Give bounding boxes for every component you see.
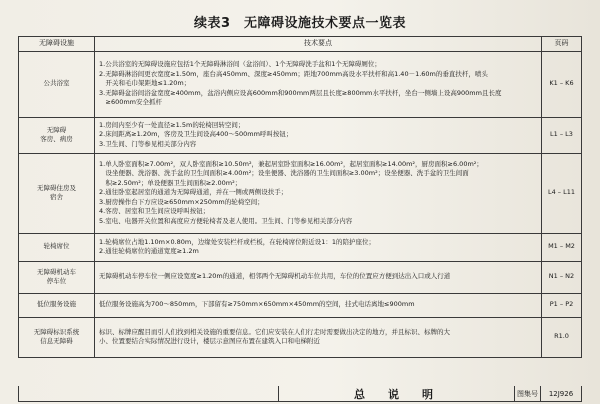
header-technical-points: 技术要点 <box>95 37 542 52</box>
facility-line: 信息无障碍 <box>40 337 73 345</box>
row-page-ref: R1.0 <box>542 317 582 357</box>
table-row <box>19 51 582 117</box>
table-row <box>19 317 582 357</box>
row-technical-points <box>95 293 542 317</box>
row-technical-points <box>95 153 542 233</box>
table-row <box>19 261 582 293</box>
point-line: 开关和毛巾架距地≤1.20m； <box>99 79 191 88</box>
point-line: 低位服务设施高为700～850mm，下部留有≥750mm×650mm×450mm的空间，挂式电话离地≤900mm <box>99 300 415 309</box>
point-line: 1.轮椅席位占地1.10m×0.80m，边缘处安装栏杆或栏板，在轮椅席位附近设1：1的陪护座位； <box>99 237 376 246</box>
title-block <box>18 386 582 402</box>
title-block-blank <box>19 386 279 401</box>
facility-line: 客房、病房 <box>40 135 73 143</box>
table-row <box>19 117 582 153</box>
row-technical-points <box>95 233 542 261</box>
facility-line: 低位服务设施 <box>37 300 76 309</box>
point-line: 3.卫生间、门等参见相关部分内容 <box>99 139 197 148</box>
point-line: ≥600mm安全抓杆 <box>99 98 163 107</box>
table-row <box>19 233 582 261</box>
row-page-ref: N1 – N2 <box>542 261 582 293</box>
point-line: 标识、标牌应醒目而引人们找到相关设施的重要信息。它们应安装在人们行走时需要做出决定的地方，并且标识、标牌的大 <box>99 327 450 336</box>
facility-line: 无障碍 <box>46 125 67 134</box>
row-facility <box>19 117 95 153</box>
table-header-row <box>19 37 582 52</box>
point-line: 小、位置要结合实际情况进行设计，楼层示意图应布置在建筑入口和电梯附近 <box>99 337 320 345</box>
row-facility <box>19 317 95 357</box>
row-facility <box>19 153 95 233</box>
row-technical-points <box>95 261 542 293</box>
facility-line: 无障碍机动车 <box>37 267 76 276</box>
facility-line: 公共浴室 <box>43 79 70 88</box>
table-title: 续表3 无障碍设施技术要点一览表 <box>193 16 407 31</box>
point-line: 设坐便器、洗浴器、洗手盆的卫生间面积≥4.00m²；设坐便器、洗浴器的卫生间面积≥3.00m²；设坐便器、洗手盆的卫生间面 <box>99 169 469 178</box>
row-page-ref: M1 – M2 <box>542 233 582 261</box>
point-line: 无障碍机动车停车位一侧应设宽度≥1.20m的通道，相邻两个无障碍机动车位共用，车位的位置应方便到达出入口或人行道 <box>99 272 451 281</box>
facility-line: 轮椅席位 <box>43 242 70 251</box>
row-facility <box>19 261 95 293</box>
facility-line: 停车位 <box>46 277 67 285</box>
table-row <box>19 293 582 317</box>
title-block-doc-title: 总 说 明 <box>279 386 515 401</box>
point-line: 4.客房、居室和卫生间应设呼叫按钮； <box>99 207 210 216</box>
point-line: 2.无障碍淋浴间更衣宽度≥1.50m，座台高450mm、深度≥450mm；距地700mm高设水平扶杆和高1.40－1.60m的垂直扶杆，喷头 <box>99 69 488 78</box>
row-facility <box>19 233 95 261</box>
point-line: 2.床间距离≥1.20m，客房及卫生间设高400～500mm呼叫按钮； <box>99 130 293 139</box>
header-page: 页码 <box>542 37 582 52</box>
row-facility <box>19 51 95 117</box>
row-technical-points <box>95 117 542 153</box>
row-page-ref: K1 – K6 <box>542 51 582 117</box>
point-line: 积≥2.50m²；单设便器卫生间面积≥2.00m²； <box>99 178 242 187</box>
title-block-atlas-label: 图集号 <box>515 386 541 401</box>
point-line: 3.厨房操作台下方应设≥650mm×250mm的轮椅空间； <box>99 197 264 206</box>
point-line: 3.无障碍盆浴间浴盆宽度≥400mm，盆浴内侧应设高600mm和900mm两层且长度≥800mm水平扶杆，坐台一侧墙上设高900mm且长度 <box>99 88 502 97</box>
row-facility <box>19 293 95 317</box>
facility-line: 无障碍标识系统 <box>33 327 80 336</box>
point-line: 1.公共浴室的无障碍设施应包括1个无障碍淋浴间（盆浴间）、1个无障碍洗手盆和1个无障碍厕位； <box>99 60 381 69</box>
facility-line: 宿舍 <box>50 193 63 201</box>
point-line: 2.通往轮椅席位的通道宽度≥1.2m <box>99 247 199 255</box>
facility-line: 无障碍住房及 <box>37 183 76 192</box>
title-block-atlas-number: 12J926 <box>548 389 574 398</box>
row-page-ref: P1 – P2 <box>542 293 582 317</box>
point-line: 5.室电、电器开关位置和高度应方便轮椅者及老人使用。卫生间、门等参见相关部分内容 <box>99 216 353 225</box>
table-row <box>19 153 582 233</box>
row-page-ref: L1 – L3 <box>542 117 582 153</box>
point-line: 1.房间内至少有一处直径≥1.5m的轮椅回转空间； <box>99 120 245 129</box>
row-technical-points <box>95 317 542 357</box>
point-line: 2.通往卧室起居室的通道为无障碍通道，并在一侧或两侧设扶手； <box>99 188 288 197</box>
row-page-ref: L4 – L11 <box>542 153 582 233</box>
row-technical-points <box>95 51 542 117</box>
technical-points-table <box>18 36 582 358</box>
point-line: 1.单人卧室面积≥7.00m²，双人卧室面积≥10.50m²，兼起居室卧室面积≥16.00m²，起居室面积≥14.00m²，厨房面积≥6.00m²； <box>99 159 483 168</box>
header-facility: 无障碍设施 <box>19 37 95 52</box>
